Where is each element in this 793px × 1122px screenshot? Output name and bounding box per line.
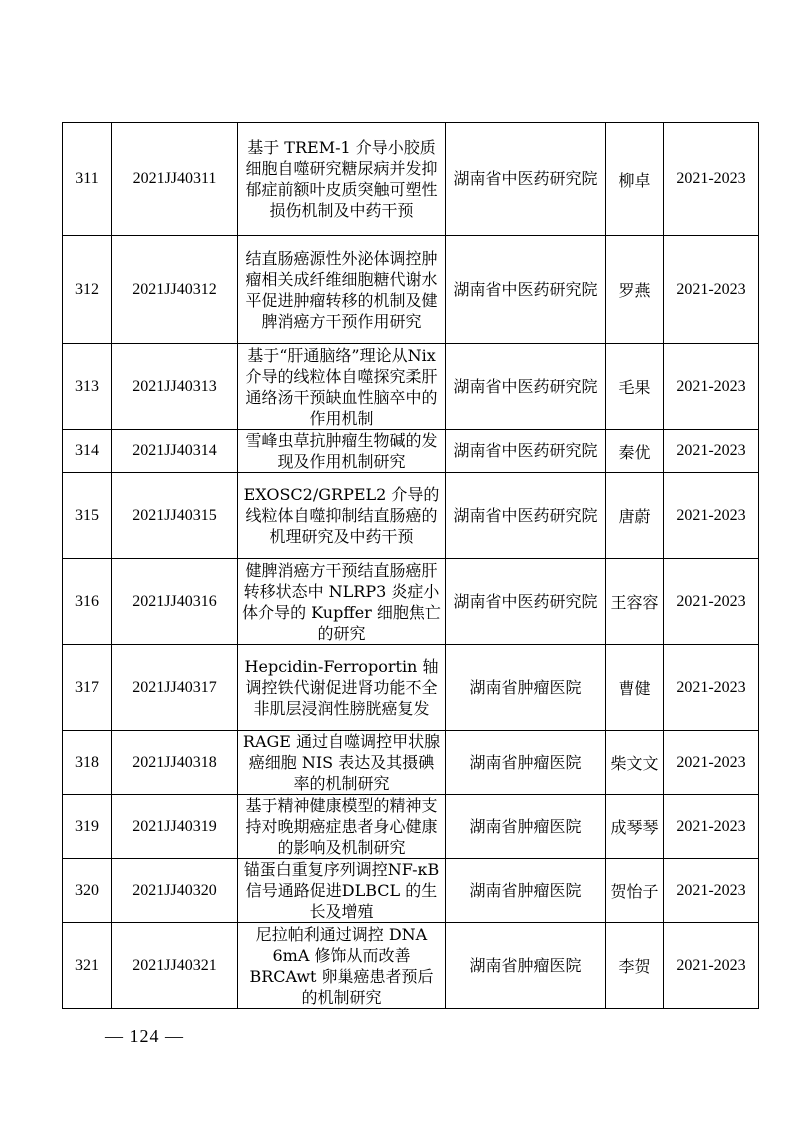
- leader-cell: 王容容: [606, 559, 664, 645]
- table-row: [63, 123, 759, 236]
- organization-cell: 湖南省肿瘤医院: [446, 859, 606, 923]
- organization-cell: 湖南省中医药研究院: [446, 236, 606, 344]
- leader-cell: 成琴琴: [606, 795, 664, 859]
- project-title-cell: 基于 TREM-1 介导小胶质细胞自噬研究糖尿病并发抑郁症前额叶皮质突触可塑性损伤机制及中药干预: [238, 123, 446, 236]
- table-row: [63, 473, 759, 559]
- project-code-cell: 2021JJ40316: [112, 559, 238, 645]
- project-title-cell: 健脾消癌方干预结直肠癌肝转移状态中 NLRP3 炎症小体介导的 Kupffer 细胞焦亡的研究: [238, 559, 446, 645]
- organization-cell: 湖南省中医药研究院: [446, 559, 606, 645]
- leader-cell: 曹健: [606, 645, 664, 731]
- table-row: [63, 236, 759, 344]
- leader-cell: 贺怡子: [606, 859, 664, 923]
- leader-cell: 罗燕: [606, 236, 664, 344]
- project-code-cell: 2021JJ40318: [112, 731, 238, 795]
- table-row: [63, 430, 759, 473]
- project-code-cell: 2021JJ40320: [112, 859, 238, 923]
- leader-cell: 李贺: [606, 923, 664, 1009]
- page-number: — 124 —: [105, 1026, 184, 1046]
- seq-cell: 314: [63, 430, 112, 473]
- seq-cell: 312: [63, 236, 112, 344]
- project-code-cell: 2021JJ40317: [112, 645, 238, 731]
- leader-cell: 柴文文: [606, 731, 664, 795]
- leader-cell: 唐蔚: [606, 473, 664, 559]
- period-cell: 2021-2023: [664, 123, 759, 236]
- seq-cell: 317: [63, 645, 112, 731]
- table-row: [63, 795, 759, 859]
- period-cell: 2021-2023: [664, 236, 759, 344]
- table-row: [63, 859, 759, 923]
- seq-cell: 316: [63, 559, 112, 645]
- leader-cell: 柳卓: [606, 123, 664, 236]
- project-code-cell: 2021JJ40321: [112, 923, 238, 1009]
- seq-cell: 315: [63, 473, 112, 559]
- seq-cell: 321: [63, 923, 112, 1009]
- organization-cell: 湖南省肿瘤医院: [446, 645, 606, 731]
- project-title-cell: 基于“肝通脑络”理论从Nix介导的线粒体自噬探究柔肝通络汤干预缺血性脑卒中的作用机制: [238, 344, 446, 430]
- seq-cell: 311: [63, 123, 112, 236]
- project-code-cell: 2021JJ40313: [112, 344, 238, 430]
- organization-cell: 湖南省中医药研究院: [446, 123, 606, 236]
- organization-cell: 湖南省中医药研究院: [446, 473, 606, 559]
- project-title-cell: 基于精神健康模型的精神支持对晚期癌症患者身心健康的影响及机制研究: [238, 795, 446, 859]
- table-row: [63, 559, 759, 645]
- project-title-cell: EXOSC2/GRPEL2 介导的线粒体自噬抑制结直肠癌的机理研究及中药干预: [238, 473, 446, 559]
- period-cell: 2021-2023: [664, 731, 759, 795]
- project-code-cell: 2021JJ40314: [112, 430, 238, 473]
- period-cell: 2021-2023: [664, 645, 759, 731]
- period-cell: 2021-2023: [664, 344, 759, 430]
- seq-cell: 318: [63, 731, 112, 795]
- organization-cell: 湖南省中医药研究院: [446, 430, 606, 473]
- table-row: [63, 344, 759, 430]
- project-code-cell: 2021JJ40312: [112, 236, 238, 344]
- project-title-cell: Hepcidin-Ferroportin 轴调控铁代谢促进肾功能不全非肌层浸润性膀胱癌复发: [238, 645, 446, 731]
- seq-cell: 313: [63, 344, 112, 430]
- period-cell: 2021-2023: [664, 923, 759, 1009]
- project-title-cell: 雪峰虫草抗肿瘤生物碱的发现及作用机制研究: [238, 430, 446, 473]
- project-title-cell: 尼拉帕利通过调控 DNA 6mA 修饰从而改善BRCAwt 卵巢癌患者预后的机制研究: [238, 923, 446, 1009]
- leader-cell: 秦优: [606, 430, 664, 473]
- table-row: [63, 645, 759, 731]
- period-cell: 2021-2023: [664, 473, 759, 559]
- period-cell: 2021-2023: [664, 859, 759, 923]
- project-code-cell: 2021JJ40315: [112, 473, 238, 559]
- projects-table: [62, 122, 759, 1009]
- table-row: [63, 731, 759, 795]
- period-cell: 2021-2023: [664, 795, 759, 859]
- organization-cell: 湖南省肿瘤医院: [446, 923, 606, 1009]
- period-cell: 2021-2023: [664, 559, 759, 645]
- project-code-cell: 2021JJ40311: [112, 123, 238, 236]
- leader-cell: 毛果: [606, 344, 664, 430]
- project-title-cell: 锚蛋白重复序列调控NF-κB 信号通路促进DLBCL 的生长及增殖: [238, 859, 446, 923]
- project-title-cell: 结直肠癌源性外泌体调控肿瘤相关成纤维细胞糖代谢水平促进肿瘤转移的机制及健脾消癌方干预作用研究: [238, 236, 446, 344]
- table-row: [63, 923, 759, 1009]
- project-title-cell: RAGE 通过自噬调控甲状腺癌细胞 NIS 表达及其摄碘率的机制研究: [238, 731, 446, 795]
- seq-cell: 320: [63, 859, 112, 923]
- organization-cell: 湖南省肿瘤医院: [446, 795, 606, 859]
- seq-cell: 319: [63, 795, 112, 859]
- project-code-cell: 2021JJ40319: [112, 795, 238, 859]
- period-cell: 2021-2023: [664, 430, 759, 473]
- organization-cell: 湖南省中医药研究院: [446, 344, 606, 430]
- organization-cell: 湖南省肿瘤医院: [446, 731, 606, 795]
